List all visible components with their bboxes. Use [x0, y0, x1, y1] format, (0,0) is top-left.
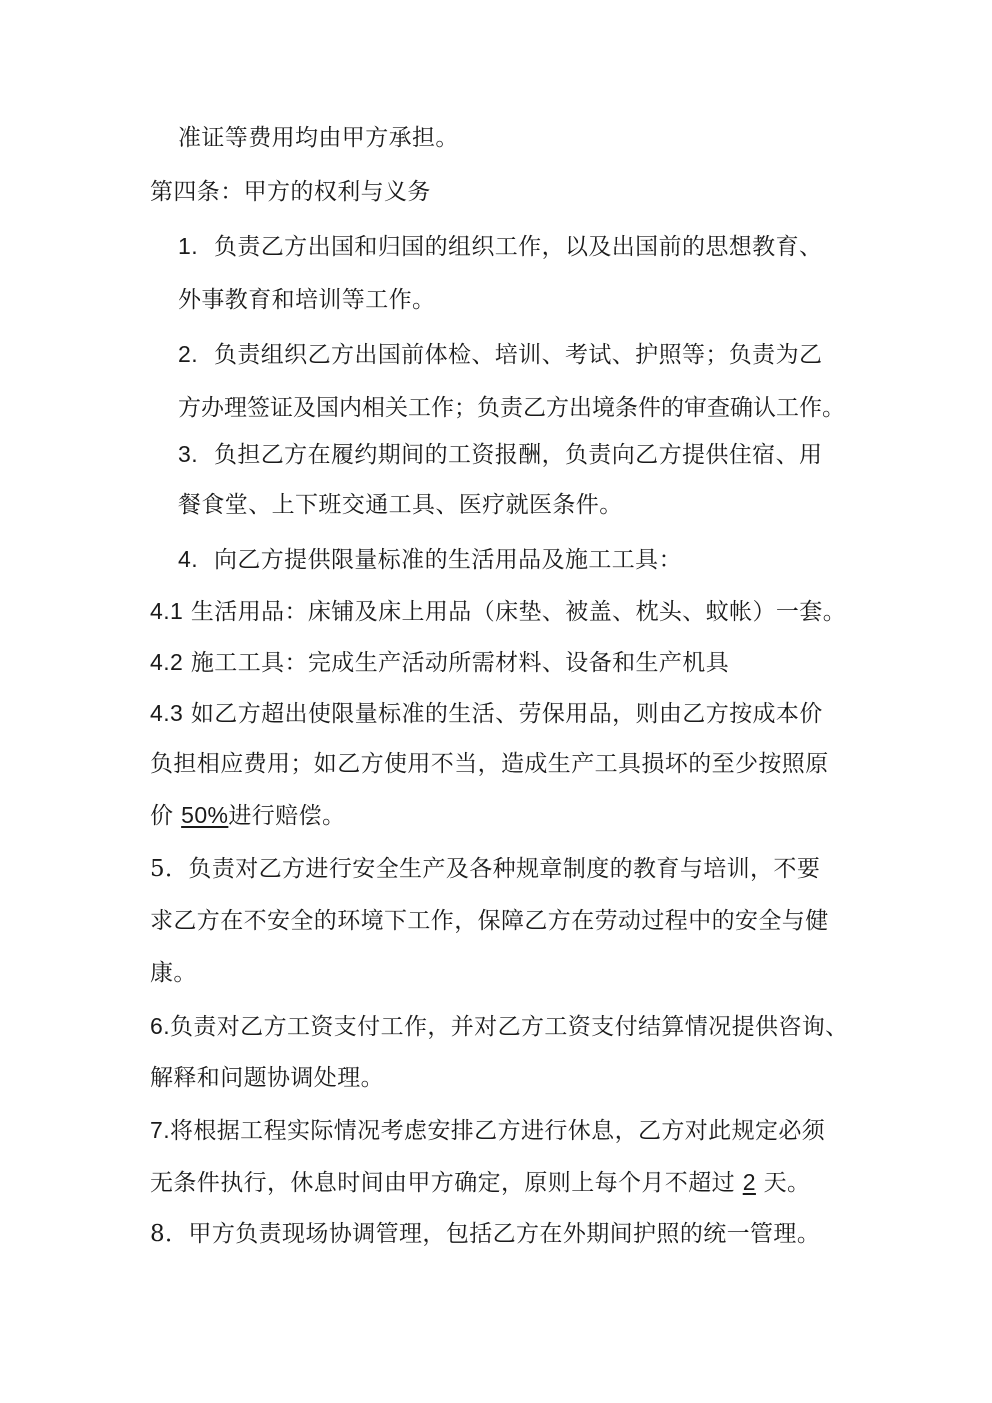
item-1-number: 1. [178, 233, 198, 259]
item-7-line-2: 无条件执行，休息时间由甲方确定，原则上每个月不超过 2 天。 [150, 1169, 811, 1196]
sub-item-4-1-number: 4.1 [150, 598, 184, 624]
compensation-percent: 50% [181, 802, 229, 828]
item-8-line-1: 8．甲方负责现场协调管理，包括乙方在外期间护照的统一管理。 [150, 1221, 821, 1247]
item-6-line-2: 解释和问题协调处理。 [150, 1065, 384, 1091]
sub-item-4-2-number: 4.2 [150, 649, 184, 675]
item-3-number: 3. [178, 441, 198, 467]
item-5-line-3: 康。 [150, 960, 197, 986]
item-2-number: 2. [178, 341, 198, 367]
item-6-line-1: 6.负责对乙方工资支付工作，并对乙方工资支付结算情况提供咨询、 [150, 1013, 849, 1040]
sub-item-4-3-number: 4.3 [150, 700, 184, 726]
item-2-line-1: 2. 负责组织乙方出国前体检、培训、考试、护照等；负责为乙 [178, 341, 823, 368]
sub-item-4-3-line-2: 负担相应费用；如乙方使用不当，造成生产工具损坏的至少按照原 [150, 751, 829, 777]
item-3-line-2: 餐食堂、上下班交通工具、医疗就医条件。 [178, 492, 623, 518]
sub-item-4-2: 4.2 施工工具：完成生产活动所需材料、设备和生产机具 [150, 649, 730, 676]
item-6-number: 6. [150, 1013, 170, 1039]
sub-item-4-3-line-1: 4.3 如乙方超出使限量标准的生活、劳保用品，则由乙方按成本价 [150, 700, 823, 727]
sub-item-4-1: 4.1 生活用品：床铺及床上用品（床垫、被盖、枕头、蚊帐）一套。 [150, 598, 847, 625]
article-heading: 第四条：甲方的权利与义务 [150, 179, 431, 205]
item-5-line-1: 5．负责对乙方进行安全生产及各种规章制度的教育与培训，不要 [150, 856, 821, 882]
item-7-number: 7. [150, 1117, 170, 1143]
item-7-line-1: 7.将根据工程实际情况考虑安排乙方进行休息，乙方对此规定必须 [150, 1117, 826, 1144]
item-4-line-1: 4. 向乙方提供限量标准的生活用品及施工工具： [178, 546, 682, 573]
item-3-line-1: 3. 负担乙方在履约期间的工资报酬，负责向乙方提供住宿、用 [178, 441, 823, 468]
rest-days-value: 2 [742, 1169, 756, 1195]
item-4-number: 4. [178, 546, 198, 572]
item-1-line-1: 1. 负责乙方出国和归国的组织工作，以及出国前的思想教育、 [178, 233, 823, 260]
sub-item-4-3-line-3: 价 50%进行赔偿。 [150, 802, 346, 829]
item-2-line-2: 方办理签证及国内相关工作；负责乙方出境条件的审查确认工作。 [178, 395, 845, 421]
continuation-text: 准证等费用均由甲方承担。 [178, 125, 459, 151]
item-5-line-2: 求乙方在不安全的环境下工作，保障乙方在劳动过程中的安全与健 [150, 908, 829, 934]
item-1-line-2: 外事教育和培训等工作。 [178, 287, 436, 313]
